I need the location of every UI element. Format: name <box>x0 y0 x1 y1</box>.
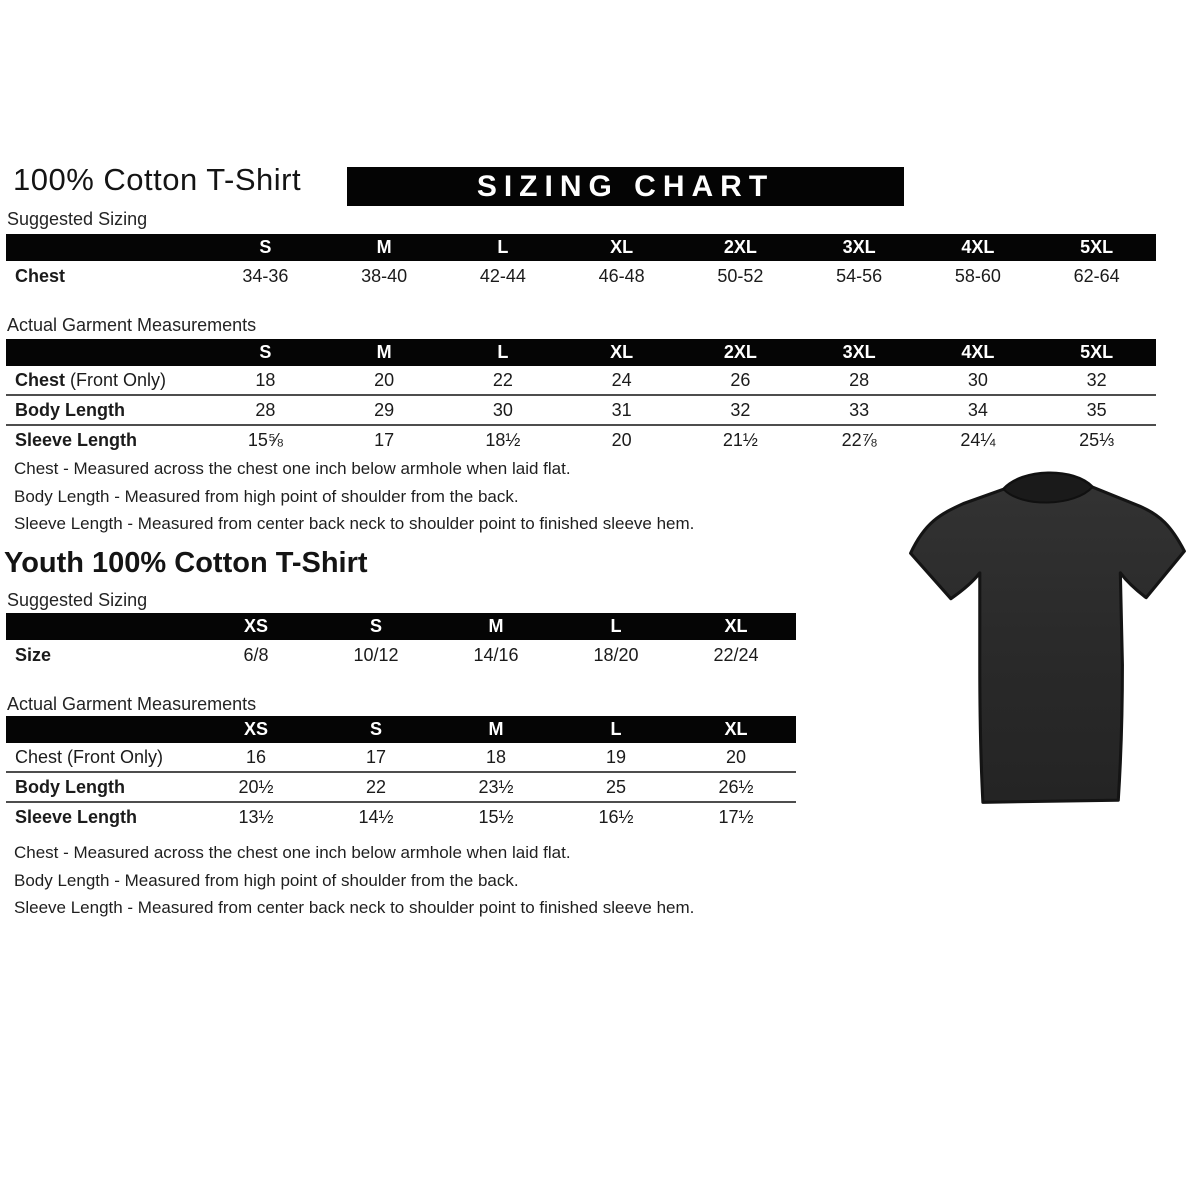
tshirt-body-shape <box>911 473 1185 802</box>
adult-measurement-notes <box>14 455 694 538</box>
size-header-row <box>6 613 796 640</box>
size-header-cell: 2XL <box>681 339 800 366</box>
measurement-cell: 23½ <box>436 772 556 802</box>
size-header-cell: M <box>325 234 444 261</box>
size-header-cell: M <box>325 339 444 366</box>
measurement-cell: 22⅞ <box>800 425 919 454</box>
measurement-cell: 20 <box>374 369 395 390</box>
size-header-cell: XS <box>196 716 316 743</box>
row-label: Body Length <box>6 772 196 802</box>
measurement-cell: 25⅓ <box>1037 425 1156 454</box>
size-header-row <box>6 234 1156 261</box>
sizing-chart-banner <box>347 167 904 206</box>
note-sleeve-length: Sleeve Length - Measured from center back neck to shoulder point to finished sleeve hem. <box>14 514 695 533</box>
size-header-cell: 3XL <box>800 234 919 261</box>
measurement-cell: 20½ <box>196 772 316 802</box>
measurement-cell: 62-64 <box>1073 265 1120 286</box>
body-length-row <box>6 772 796 802</box>
chest-row <box>6 261 1156 291</box>
size-header-cell: XL <box>676 716 796 743</box>
empty-header-cell <box>6 339 206 366</box>
empty-header-cell <box>6 234 206 261</box>
size-header-cell: M <box>436 613 556 640</box>
measurement-cell: 16 <box>245 746 267 767</box>
note-chest: Chest - Measured across the chest one inch below armhole when laid flat. <box>14 459 571 478</box>
measurement-cell: 38-40 <box>361 265 408 286</box>
measurement-cell: 30 <box>967 369 988 390</box>
measurement-cell: 24 <box>611 369 632 390</box>
size-header-cell: L <box>444 234 563 261</box>
empty-header-cell <box>6 613 196 640</box>
note-sleeve-length: Sleeve Length - Measured from center back neck to shoulder point to finished sleeve hem. <box>14 898 695 917</box>
row-label: Body Length <box>6 395 206 425</box>
row-label: Sleeve Length <box>6 802 196 831</box>
youth-suggested-sizing-label: Suggested Sizing <box>7 590 148 610</box>
measurement-cell: 54-56 <box>836 265 883 286</box>
measurement-cell: 22/24 <box>713 644 759 665</box>
measurement-cell: 31 <box>562 395 681 425</box>
measurement-cell: 29 <box>325 395 444 425</box>
size-header-row <box>6 339 1156 366</box>
note-body-length: Body Length - Measured from high point of shoulder from the back. <box>14 486 519 506</box>
size-header-cell: S <box>316 716 436 743</box>
measurement-cell: 32 <box>1086 369 1107 390</box>
size-header-cell: 4XL <box>919 234 1038 261</box>
measurement-cell: 24¼ <box>919 425 1038 454</box>
measurement-cell: 34-36 <box>242 265 289 286</box>
size-header-cell: XL <box>676 613 796 640</box>
measurement-cell: 32 <box>681 395 800 425</box>
youth-section-title: Youth 100% Cotton T-Shirt <box>4 547 368 579</box>
size-header-cell: XS <box>196 613 316 640</box>
size-header-cell: 2XL <box>681 234 800 261</box>
measurement-cell: 30 <box>444 395 563 425</box>
adult-garment-measurements-table <box>6 339 1156 454</box>
size-header-cell: 4XL <box>919 339 1038 366</box>
chest-row <box>6 743 796 772</box>
measurement-cell: 26 <box>730 369 751 390</box>
row-label: Size <box>15 644 52 665</box>
sleeve-length-row <box>6 425 1156 454</box>
measurement-cell: 42-44 <box>479 265 526 286</box>
measurement-cell: 50-52 <box>717 265 764 286</box>
size-header-cell: L <box>556 716 676 743</box>
measurement-cell: 35 <box>1037 395 1156 425</box>
measurement-cell: 25 <box>556 772 676 802</box>
measurement-cell: 46-48 <box>598 265 645 286</box>
row-label: Chest (Front Only) <box>15 746 164 767</box>
size-header-cell: 5XL <box>1037 234 1156 261</box>
size-header-cell: S <box>206 339 325 366</box>
measurement-cell: 17½ <box>676 802 796 831</box>
adult-suggested-sizing-table <box>6 234 1156 291</box>
youth-suggested-sizing-table <box>6 613 796 670</box>
measurement-cell: 16½ <box>556 802 676 831</box>
sleeve-length-row <box>6 802 796 831</box>
youth-garment-measurements-table <box>6 716 796 831</box>
measurement-cell: 34 <box>919 395 1038 425</box>
size-header-cell: L <box>556 613 676 640</box>
measurement-cell: 17 <box>365 746 387 767</box>
youth-garment-measurements-label: Actual Garment Measurements <box>7 694 257 714</box>
body-length-row <box>6 395 1156 425</box>
adult-suggested-sizing-label: Suggested Sizing <box>7 209 148 229</box>
row-label: Chest <box>15 265 66 286</box>
measurement-cell: 18 <box>485 746 507 767</box>
size-header-cell: L <box>444 339 563 366</box>
size-header-row <box>6 716 796 743</box>
measurement-cell: 28 <box>849 369 870 390</box>
adult-section-title: 100% Cotton T-Shirt <box>13 162 302 197</box>
youth-measurement-notes <box>14 839 694 922</box>
measurement-cell: 14½ <box>316 802 436 831</box>
measurement-cell: 14/16 <box>473 644 519 665</box>
size-header-cell: S <box>206 234 325 261</box>
measurement-cell: 22 <box>316 772 436 802</box>
measurement-cell: 13½ <box>196 802 316 831</box>
measurement-cell: 17 <box>325 425 444 454</box>
row-label: Chest (Front Only) <box>15 369 167 390</box>
size-header-cell: 3XL <box>800 339 919 366</box>
row-label: Sleeve Length <box>6 425 206 454</box>
size-row <box>6 640 796 670</box>
size-header-cell: M <box>436 716 556 743</box>
size-header-cell: S <box>316 613 436 640</box>
measurement-cell: 15⅝ <box>206 425 325 454</box>
size-header-cell: 5XL <box>1037 339 1156 366</box>
measurement-cell: 20 <box>725 746 747 767</box>
black-tshirt-photo <box>893 458 1200 820</box>
measurement-cell: 22 <box>492 369 513 390</box>
measurement-cell: 33 <box>800 395 919 425</box>
measurement-cell: 26½ <box>676 772 796 802</box>
measurement-cell: 58-60 <box>954 265 1001 286</box>
size-header-cell: XL <box>562 339 681 366</box>
measurement-cell: 20 <box>562 425 681 454</box>
measurement-cell: 10/12 <box>353 644 399 665</box>
note-body-length: Body Length - Measured from high point of shoulder from the back. <box>14 870 519 890</box>
size-header-cell: XL <box>562 234 681 261</box>
chest-row <box>6 366 1156 395</box>
measurement-cell: 18/20 <box>593 644 639 665</box>
measurement-cell: 15½ <box>436 802 556 831</box>
measurement-cell: 18½ <box>444 425 563 454</box>
measurement-cell: 19 <box>605 746 627 767</box>
measurement-cell: 6/8 <box>243 644 269 665</box>
sizing-chart-banner-text: SIZING CHART <box>476 169 775 203</box>
note-chest: Chest - Measured across the chest one inch below armhole when laid flat. <box>14 843 571 862</box>
empty-header-cell <box>6 716 196 743</box>
measurement-cell: 28 <box>206 395 325 425</box>
adult-garment-measurements-label: Actual Garment Measurements <box>7 315 257 335</box>
measurement-cell: 21½ <box>681 425 800 454</box>
measurement-cell: 18 <box>255 369 276 390</box>
